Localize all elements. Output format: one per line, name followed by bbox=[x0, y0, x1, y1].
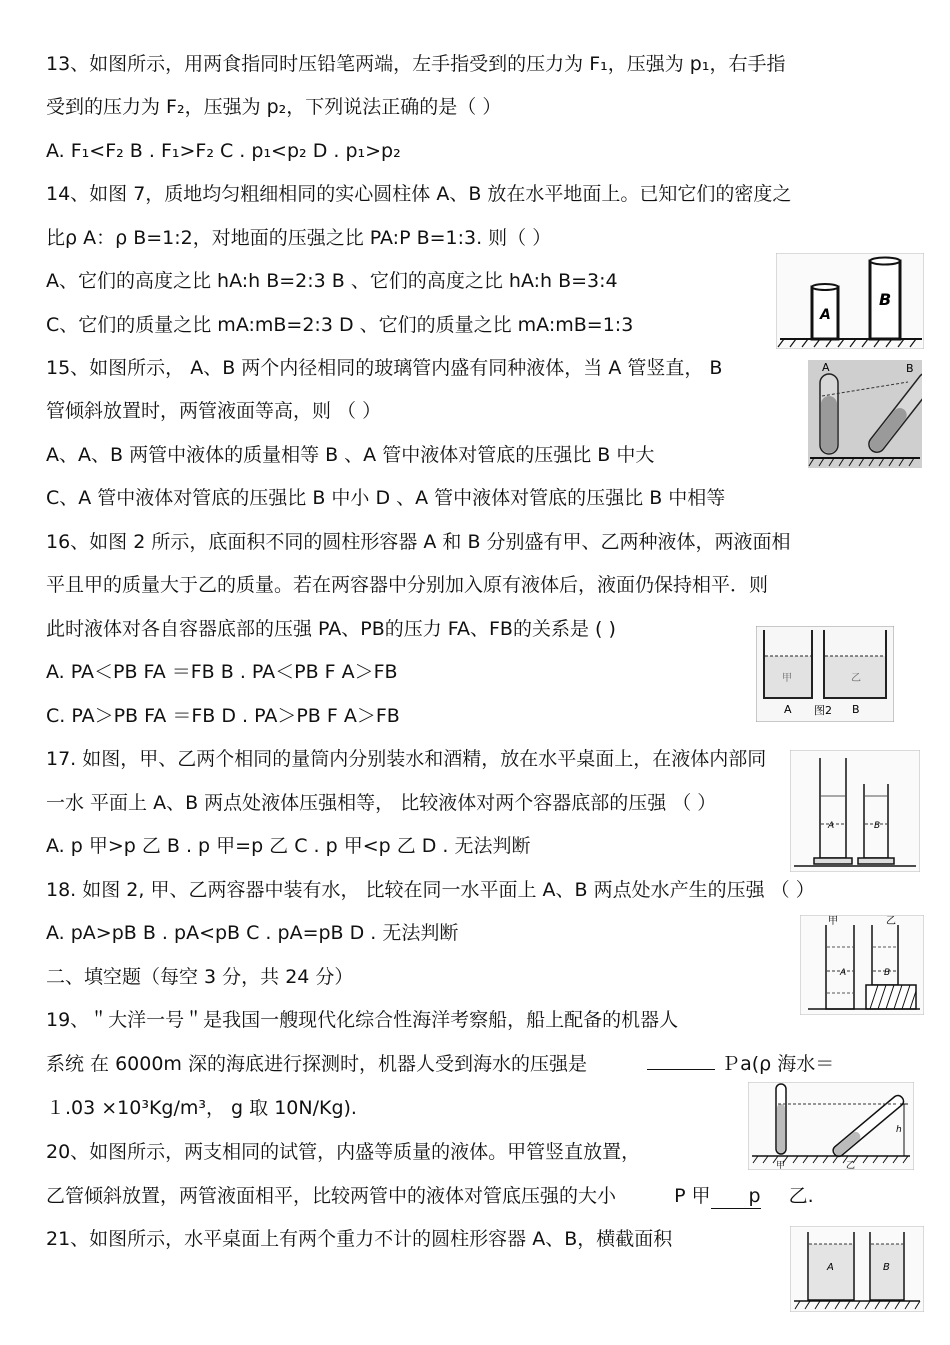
fig21-label-a: A bbox=[827, 1262, 834, 1273]
fig21-label-b: B bbox=[883, 1262, 890, 1273]
q16-option-c: C. PA＞PB FA ＝FB D . PA＞PB F A＞FB bbox=[46, 705, 400, 727]
q16-option-a: A. PA＜PB FA ＝FB B . PA＜PB F A＞FB bbox=[46, 661, 398, 683]
q17-options: A. p 甲>p 乙 B . p 甲=p 乙 C . p 甲<p 乙 D . 无法判断 bbox=[46, 835, 531, 857]
q14-line2: 比ρ A：ρ B=1:2，对地面的压强之比 PA:P B=1:3. 则（ ） bbox=[46, 227, 552, 249]
figure-q16-containers bbox=[756, 626, 894, 722]
fig18-label-a: A bbox=[840, 968, 847, 978]
figure-q18-containers bbox=[800, 915, 924, 1015]
q14-line1: 14、如图 7，质地均匀粗细相同的实心圆柱体 A、B 放在水平地面上。已知它们的密度之 bbox=[46, 183, 792, 205]
q20-line2-text: 乙管倾斜放置，两管液面相平，比较两管中的液体对管底压强的大小 bbox=[46, 1185, 617, 1207]
q15-line1: 15、如图所示， A、B 两个内径相同的玻璃管内盛有同种液体，当 A 管竖直， B bbox=[46, 357, 723, 379]
q18-line1: 18. 如图 2, 甲、乙两容器中装有水， 比较在同一水平面上 A、B 两点处水产生的压强 （ ） bbox=[46, 879, 815, 901]
fig14-label-a: A bbox=[820, 307, 831, 323]
q18-options: A. pA>pB B . pA<pB C . pA=pB D . 无法判断 bbox=[46, 922, 459, 944]
fig14-label-b: B bbox=[879, 290, 892, 309]
q14-option-a: A、它们的高度之比 hA:h B=2:3 B 、它们的高度之比 hA:h B=3:4 bbox=[46, 270, 618, 292]
figure-q15-tubes bbox=[808, 360, 922, 468]
fig16-label-yi: 乙 bbox=[851, 673, 861, 684]
q19-line1: 19、＂大洋一号＂是我国一艘现代化综合性海洋考察船，船上配备的机器人 bbox=[46, 1009, 679, 1031]
fig17-label-a: A bbox=[828, 821, 835, 831]
q19-line3: １.03 ×10³Kg/m³， g 取 10N/Kg). bbox=[46, 1097, 357, 1119]
q19-unit: Ｐa(ρ 海水＝ bbox=[721, 1053, 835, 1075]
q14-option-c: C、它们的质量之比 mA:mB=2:3 D 、它们的质量之比 mA:mB=1:3 bbox=[46, 314, 634, 336]
q19-line2-text: 系统 在 6000m 深的海底进行探测时，机器人受到海水的压强是 bbox=[46, 1053, 587, 1075]
fig16-label-b: B bbox=[852, 703, 860, 716]
fig20-label-jia: 甲 bbox=[776, 1161, 786, 1170]
fig15-label-a: A bbox=[822, 361, 830, 374]
figure-q14-cylinders bbox=[776, 253, 924, 349]
fig18-label-b: B bbox=[884, 968, 891, 978]
figure-q21-containers bbox=[790, 1226, 924, 1312]
q15-line2: 管倾斜放置时，两管液面等高，则 （ ） bbox=[46, 400, 382, 422]
q20-p-left: P 甲 bbox=[674, 1185, 711, 1207]
fig16-label-a: A bbox=[784, 703, 792, 716]
fig16-caption: 图2 bbox=[814, 704, 832, 717]
q21-line1: 21、如图所示，水平桌面上有两个重力不计的圆柱形容器 A、B，横截面积 bbox=[46, 1228, 673, 1250]
fig20-label-yi: 乙 bbox=[846, 1161, 856, 1170]
q17-line1: 17. 如图，甲、乙两个相同的量筒内分别装水和酒精，放在水平桌面上，在液体内部同 bbox=[46, 748, 767, 770]
q17-line2: 一水 平面上 A、B 两点处液体压强相等， 比较液体对两个容器底部的压强 （ ） bbox=[46, 792, 717, 814]
q13-line1: 13、如图所示，用两食指同时压铅笔两端，左手指受到的压力为 F₁，压强为 p₁，右手指 bbox=[46, 53, 786, 75]
q20-p-mid: p bbox=[748, 1185, 761, 1207]
q15-option-c: C、A 管中液体对管底的压强比 B 中小 D 、A 管中液体对管底的压强比 B 中相等 bbox=[46, 487, 726, 509]
q20-line1: 20、如图所示，两支相同的试管，内盛等质量的液体。甲管竖直放置， bbox=[46, 1141, 641, 1163]
fig17-label-b: B bbox=[874, 821, 881, 831]
q15-option-a: A、A、B 两管中液体的质量相等 B 、A 管中液体对管底的压强比 B 中大 bbox=[46, 444, 655, 466]
q19-line2 bbox=[46, 1052, 834, 1076]
figure-q17-cylinders bbox=[790, 750, 920, 872]
fig20-label-h: h bbox=[896, 1125, 902, 1135]
section-heading: 二、填空题（每空 3 分，共 24 分） bbox=[46, 966, 354, 988]
fig15-label-b: B bbox=[906, 362, 914, 375]
q13-options: A. F₁<F₂ B . F₁>F₂ C . p₁<p₂ D . p₁>p₂ bbox=[46, 140, 401, 162]
fig16-label-jia: 甲 bbox=[782, 673, 792, 684]
q20-p-right: 乙. bbox=[788, 1185, 814, 1207]
q16-line2: 平且甲的质量大于乙的质量。若在两容器中分别加入原有液体后，液面仍保持相平．则 bbox=[46, 574, 769, 596]
q13-line2: 受到的压力为 F₂，压强为 p₂，下列说法正确的是（ ） bbox=[46, 96, 502, 118]
q19-answer-blank[interactable] bbox=[647, 1069, 715, 1070]
figure-q20-test-tubes bbox=[748, 1082, 914, 1170]
q20-line2 bbox=[46, 1184, 814, 1209]
fig18-label-yi: 乙 bbox=[886, 916, 896, 927]
q20-answer-blank[interactable] bbox=[711, 1184, 761, 1209]
fig18-label-jia: 甲 bbox=[828, 916, 838, 927]
q16-line1: 16、如图 2 所示，底面积不同的圆柱形容器 A 和 B 分别盛有甲、乙两种液体，两液面相 bbox=[46, 531, 791, 553]
q16-line3: 此时液体对各自容器底部的压强 PA、PB的压力 FA、FB的关系是 ( ) bbox=[46, 618, 616, 640]
